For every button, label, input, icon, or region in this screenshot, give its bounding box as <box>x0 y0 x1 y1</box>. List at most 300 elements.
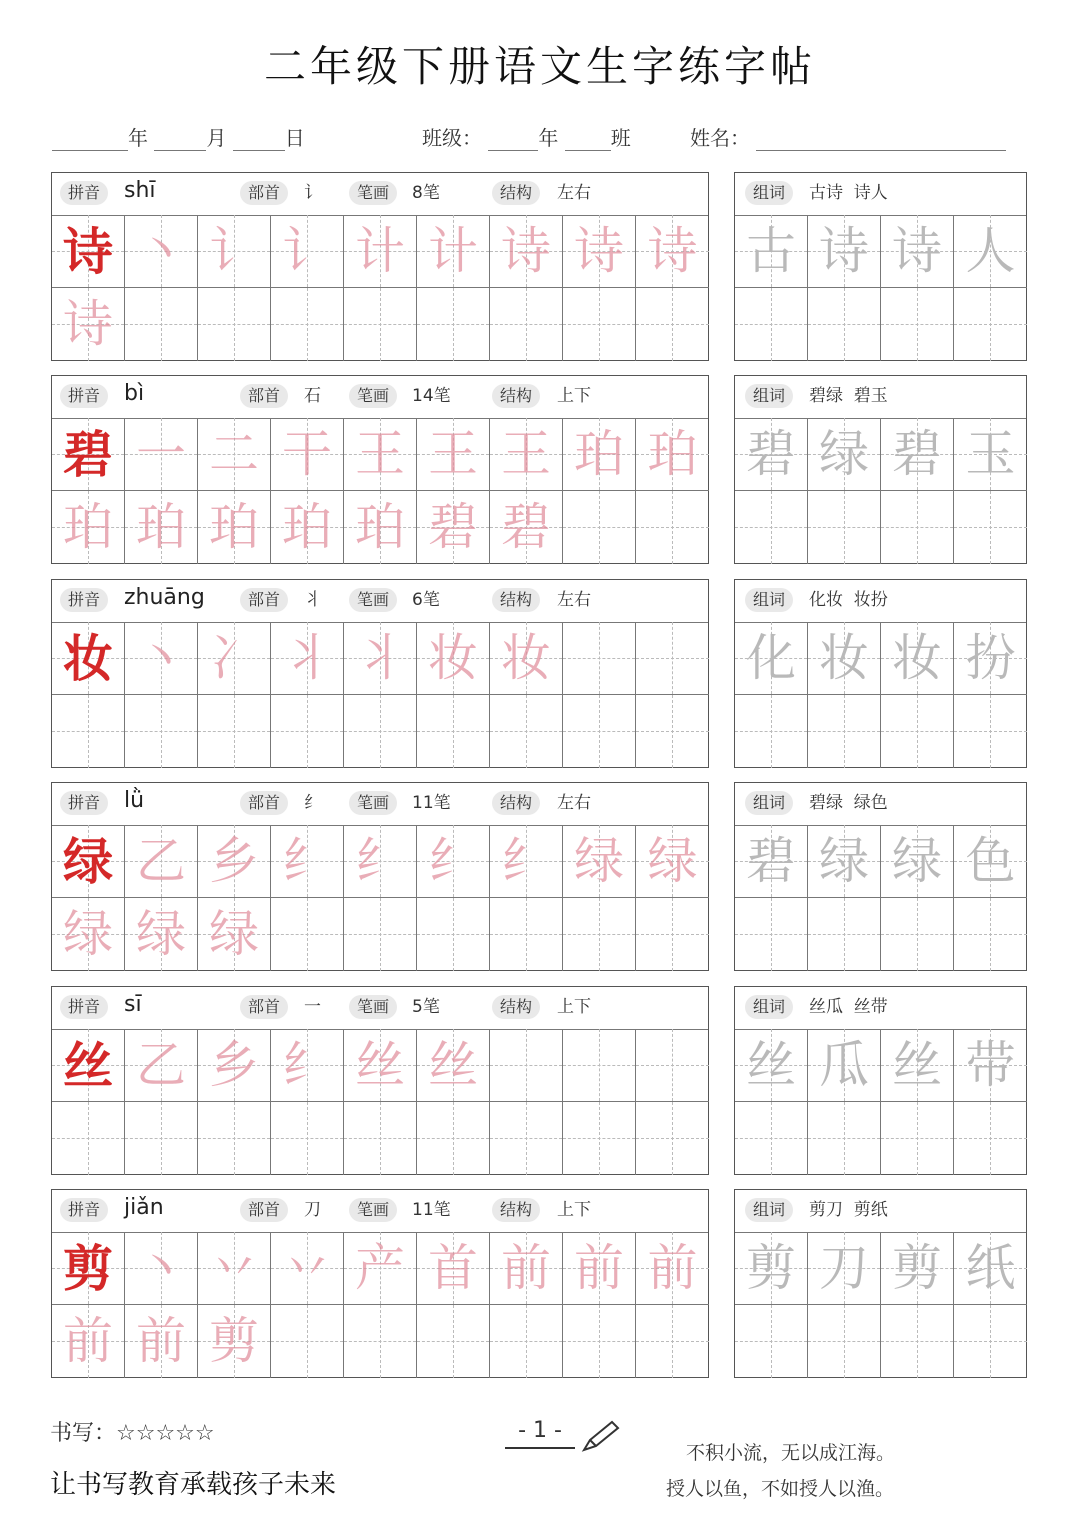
stroke-trace-character: 珀 <box>574 425 624 483</box>
guide-line <box>917 1102 918 1175</box>
practice-cell[interactable] <box>563 898 636 971</box>
structure-tag: 结构 <box>492 588 540 612</box>
practice-cell[interactable] <box>636 1305 709 1378</box>
radical-value: 刀 <box>304 1200 321 1220</box>
slogan: 让书写教育承载孩子未来 <box>50 1470 337 1500</box>
model-character: 剪 <box>63 1239 113 1298</box>
guide-line <box>990 1305 991 1378</box>
practice-cell[interactable] <box>417 622 490 695</box>
practice-cell[interactable] <box>808 491 881 564</box>
practice-cell[interactable] <box>417 695 490 768</box>
guide-line <box>771 695 772 768</box>
practice-cell[interactable] <box>563 1029 636 1102</box>
practice-cell[interactable] <box>881 1305 954 1378</box>
practice-cell[interactable] <box>954 288 1027 361</box>
practice-cell[interactable] <box>52 491 125 564</box>
word-trace-character: 带 <box>965 1036 1016 1094</box>
practice-cell[interactable] <box>881 491 954 564</box>
practice-cell[interactable] <box>271 1102 344 1175</box>
guide-line <box>672 1029 673 1101</box>
radical-value: 丬 <box>304 590 321 610</box>
guide-line <box>234 695 235 768</box>
practice-cell[interactable] <box>954 1305 1027 1378</box>
practice-cell[interactable] <box>881 825 954 898</box>
practice-cell[interactable] <box>52 1102 125 1175</box>
practice-cell[interactable] <box>636 622 709 695</box>
practice-cell[interactable] <box>52 825 125 898</box>
practice-cell[interactable] <box>344 1232 417 1305</box>
pinyin-tag: 拼音 <box>60 384 108 408</box>
practice-cell[interactable] <box>198 825 271 898</box>
practice-cell[interactable] <box>198 1232 271 1305</box>
practice-cell[interactable] <box>490 898 563 971</box>
stroke-trace-character: 珀 <box>63 498 113 556</box>
stroke-trace-character: 前 <box>647 1239 698 1297</box>
pinyin-tag: 拼音 <box>60 588 108 612</box>
practice-cell[interactable] <box>808 288 881 361</box>
practice-cell[interactable] <box>808 898 881 971</box>
word-panel <box>734 782 1027 971</box>
word-trace-character: 妆 <box>819 629 869 687</box>
practice-cell[interactable] <box>52 288 125 361</box>
radical-tag: 部首 <box>240 995 288 1019</box>
word-panel <box>734 986 1027 1175</box>
guide-line <box>771 898 772 971</box>
guide-line <box>672 622 673 694</box>
guide-line <box>771 1305 772 1378</box>
class-number-blank[interactable] <box>565 130 611 151</box>
practice-cell[interactable] <box>954 1232 1027 1305</box>
stroke-trace-character: 诗 <box>647 222 698 280</box>
day-blank[interactable] <box>233 130 285 151</box>
class-ban-label: 班 <box>610 126 631 150</box>
guide-line <box>307 898 308 971</box>
practice-cell[interactable] <box>198 418 271 491</box>
practice-cell[interactable] <box>881 1029 954 1102</box>
guide-line <box>990 898 991 971</box>
quote-1: 不积小流，无以成江海。 <box>686 1442 896 1464</box>
practice-cell[interactable] <box>125 825 198 898</box>
stroke-trace-character: 纟 <box>501 832 551 890</box>
model-character: 诗 <box>63 222 113 281</box>
practice-cell[interactable] <box>490 695 563 768</box>
word-trace-character: 诗 <box>819 222 869 280</box>
stroke-trace-character: 剪 <box>209 1312 259 1370</box>
practice-cell[interactable] <box>417 825 490 898</box>
practice-cell[interactable] <box>490 1232 563 1305</box>
practice-cell[interactable] <box>271 695 344 768</box>
practice-cell[interactable] <box>417 1232 490 1305</box>
stroke-trace-character: 前 <box>136 1312 186 1370</box>
guide-line <box>844 288 845 361</box>
practice-cell[interactable] <box>271 898 344 971</box>
guide-line <box>771 288 772 361</box>
word-trace-character: 碧 <box>892 425 942 483</box>
structure-value: 左右 <box>557 183 591 203</box>
practice-cell[interactable] <box>881 1232 954 1305</box>
practice-cell[interactable] <box>808 215 881 288</box>
stroke-trace-character: 首 <box>428 1239 478 1297</box>
guide-line <box>380 288 381 361</box>
practice-cell[interactable] <box>417 418 490 491</box>
pinyin-value: zhuāng <box>124 585 205 610</box>
practice-cell[interactable] <box>417 215 490 288</box>
radical-tag: 部首 <box>240 181 288 205</box>
practice-cell[interactable] <box>198 215 271 288</box>
word-header <box>735 987 1026 1030</box>
guide-line <box>380 898 381 971</box>
word-trace-character: 妆 <box>892 629 942 687</box>
practice-cell[interactable] <box>125 491 198 564</box>
class-label: 班级： <box>422 126 482 150</box>
guide-line <box>672 695 673 768</box>
practice-cell[interactable] <box>954 622 1027 695</box>
practice-cell[interactable] <box>954 825 1027 898</box>
practice-cell[interactable] <box>417 1029 490 1102</box>
practice-cell[interactable] <box>563 491 636 564</box>
word-tag: 组词 <box>745 791 793 815</box>
practice-cell[interactable] <box>271 1305 344 1378</box>
practice-cell[interactable] <box>954 1102 1027 1175</box>
practice-cell[interactable] <box>198 491 271 564</box>
radical-value: 石 <box>304 386 321 406</box>
stroke-trace-character: 绿 <box>136 905 186 963</box>
practice-cell[interactable] <box>808 1029 881 1102</box>
practice-cell[interactable] <box>271 418 344 491</box>
practice-cell[interactable] <box>490 1305 563 1378</box>
practice-cell[interactable] <box>881 695 954 768</box>
practice-cell[interactable] <box>344 622 417 695</box>
practice-cell[interactable] <box>808 1232 881 1305</box>
practice-cell[interactable] <box>490 215 563 288</box>
stroke-trace-character: 计 <box>355 222 405 280</box>
page-number: - 1 - <box>505 1418 575 1449</box>
word-header <box>735 580 1026 623</box>
practice-cell[interactable] <box>52 215 125 288</box>
practice-cell[interactable] <box>125 1305 198 1378</box>
guide-line <box>526 1102 527 1175</box>
character-panel <box>51 579 709 768</box>
practice-cell[interactable] <box>636 491 709 564</box>
practice-cell[interactable] <box>881 215 954 288</box>
stroke-count-tag: 笔画 <box>349 995 397 1019</box>
stroke-count-value: 8笔 <box>412 183 440 203</box>
practice-cell[interactable] <box>417 1305 490 1378</box>
practice-cell[interactable] <box>271 491 344 564</box>
pen-icon <box>580 1418 622 1454</box>
practice-cell[interactable] <box>735 898 808 971</box>
year-blank[interactable] <box>52 130 128 151</box>
guide-line <box>771 491 772 564</box>
stroke-trace-character: 珀 <box>355 498 405 556</box>
word-header <box>735 1190 1026 1233</box>
practice-cell[interactable] <box>344 825 417 898</box>
pinyin-value: shī <box>124 178 156 203</box>
practice-cell[interactable] <box>417 1102 490 1175</box>
guide-line <box>844 898 845 971</box>
practice-cell[interactable] <box>344 215 417 288</box>
structure-value: 上下 <box>557 997 591 1017</box>
stroke-count-value: 6笔 <box>412 590 440 610</box>
practice-cell[interactable] <box>954 898 1027 971</box>
practice-cell[interactable] <box>636 1232 709 1305</box>
practice-cell[interactable] <box>52 1305 125 1378</box>
practice-cell[interactable] <box>52 1029 125 1102</box>
practice-cell[interactable] <box>344 1305 417 1378</box>
practice-cell[interactable] <box>735 1305 808 1378</box>
guide-line <box>599 695 600 768</box>
practice-cell[interactable] <box>344 1029 417 1102</box>
practice-cell[interactable] <box>344 898 417 971</box>
guide-line <box>672 1305 673 1378</box>
practice-cell[interactable] <box>125 1232 198 1305</box>
practice-cell[interactable] <box>735 1029 808 1102</box>
guide-line <box>672 898 673 971</box>
guide-line <box>917 898 918 971</box>
stroke-trace-character: 碧 <box>501 498 551 556</box>
stroke-count-tag: 笔画 <box>349 588 397 612</box>
practice-cell[interactable] <box>954 491 1027 564</box>
guide-line <box>599 1102 600 1175</box>
practice-cell[interactable] <box>735 825 808 898</box>
practice-cell[interactable] <box>636 418 709 491</box>
guide-line <box>990 1102 991 1175</box>
practice-cell[interactable] <box>808 695 881 768</box>
practice-cell[interactable] <box>881 622 954 695</box>
model-character: 碧 <box>63 425 113 484</box>
practice-cell[interactable] <box>198 1029 271 1102</box>
practice-cell[interactable] <box>52 898 125 971</box>
practice-cell[interactable] <box>735 418 808 491</box>
word-trace-character: 绿 <box>819 425 869 483</box>
stroke-trace-character: 绿 <box>63 905 113 963</box>
practice-cell[interactable] <box>636 825 709 898</box>
stroke-trace-character: 碧 <box>428 498 478 556</box>
practice-cell[interactable] <box>563 825 636 898</box>
practice-cell[interactable] <box>735 491 808 564</box>
practice-cell[interactable] <box>735 622 808 695</box>
practice-cell[interactable] <box>881 898 954 971</box>
practice-cell[interactable] <box>198 1102 271 1175</box>
stroke-trace-character: 纟 <box>355 832 405 890</box>
class-year-blank[interactable] <box>488 130 538 151</box>
practice-cell[interactable] <box>271 1029 344 1102</box>
guide-line <box>380 695 381 768</box>
stroke-trace-character: 丬 <box>282 629 332 687</box>
character-panel <box>51 782 709 971</box>
practice-cell[interactable] <box>125 288 198 361</box>
stroke-trace-character: 丶 <box>136 1239 186 1297</box>
word-trace-character: 剪 <box>892 1239 942 1297</box>
practice-cell[interactable] <box>271 288 344 361</box>
practice-cell[interactable] <box>125 1029 198 1102</box>
guide-line <box>307 1305 308 1378</box>
practice-cell[interactable] <box>636 288 709 361</box>
practice-cell[interactable] <box>490 491 563 564</box>
character-panel <box>51 986 709 1175</box>
practice-cell[interactable] <box>636 898 709 971</box>
practice-cell[interactable] <box>881 418 954 491</box>
guide-line <box>844 1102 845 1175</box>
stroke-trace-character: 前 <box>501 1239 551 1297</box>
practice-cell[interactable] <box>271 215 344 288</box>
pinyin-tag: 拼音 <box>60 791 108 815</box>
practice-cell[interactable] <box>198 898 271 971</box>
practice-cell[interactable] <box>52 695 125 768</box>
guide-line <box>990 288 991 361</box>
practice-cell[interactable] <box>344 1102 417 1175</box>
stroke-trace-character: 乡 <box>209 832 259 890</box>
practice-cell[interactable] <box>563 1102 636 1175</box>
practice-cell[interactable] <box>271 825 344 898</box>
character-info-header <box>52 987 708 1030</box>
practice-cell[interactable] <box>490 825 563 898</box>
stroke-count-value: 11笔 <box>412 1200 451 1220</box>
stroke-trace-character: 王 <box>355 425 405 483</box>
practice-cell[interactable] <box>490 1102 563 1175</box>
word-list: 碧绿 碧玉 <box>809 386 888 406</box>
stroke-trace-character: 王 <box>501 425 551 483</box>
stroke-count-tag: 笔画 <box>349 384 397 408</box>
guide-line <box>844 695 845 768</box>
stroke-trace-character: 乙 <box>136 832 186 890</box>
practice-cell[interactable] <box>563 695 636 768</box>
guide-line <box>453 695 454 768</box>
stroke-trace-character: 讠 <box>282 222 332 280</box>
practice-cell[interactable] <box>417 491 490 564</box>
radical-value: 讠 <box>304 183 321 203</box>
practice-cell[interactable] <box>563 288 636 361</box>
practice-cell[interactable] <box>563 215 636 288</box>
month-blank[interactable] <box>154 130 206 151</box>
radical-value: 一 <box>304 997 321 1017</box>
name-blank[interactable] <box>756 130 1006 151</box>
stroke-trace-character: 绿 <box>209 905 259 963</box>
stroke-trace-character: 冫 <box>209 629 259 687</box>
stroke-trace-character: 珀 <box>282 498 332 556</box>
practice-cell[interactable] <box>417 288 490 361</box>
practice-cell[interactable] <box>563 1232 636 1305</box>
word-trace-character: 人 <box>965 222 1016 280</box>
practice-cell[interactable] <box>125 695 198 768</box>
practice-cell[interactable] <box>954 418 1027 491</box>
word-tag: 组词 <box>745 181 793 205</box>
stroke-trace-character: 绿 <box>574 832 624 890</box>
practice-cell[interactable] <box>563 418 636 491</box>
word-panel <box>734 1189 1027 1378</box>
practice-cell[interactable] <box>881 288 954 361</box>
word-panel <box>734 579 1027 768</box>
practice-cell[interactable] <box>198 695 271 768</box>
stroke-trace-character: 讠 <box>209 222 259 280</box>
word-trace-character: 纸 <box>965 1239 1016 1297</box>
guide-line <box>307 1102 308 1175</box>
practice-cell[interactable] <box>125 418 198 491</box>
practice-cell[interactable] <box>52 418 125 491</box>
stroke-trace-character: 前 <box>63 1312 113 1370</box>
practice-cell[interactable] <box>563 1305 636 1378</box>
practice-cell[interactable] <box>125 898 198 971</box>
practice-cell[interactable] <box>954 695 1027 768</box>
practice-cell[interactable] <box>735 215 808 288</box>
practice-cell[interactable] <box>490 622 563 695</box>
guide-line <box>917 491 918 564</box>
day-label: 日 <box>284 126 305 150</box>
practice-cell[interactable] <box>563 622 636 695</box>
practice-cell[interactable] <box>636 1029 709 1102</box>
practice-cell[interactable] <box>735 288 808 361</box>
guide-line <box>917 1305 918 1378</box>
character-panel <box>51 1189 709 1378</box>
practice-cell[interactable] <box>271 1232 344 1305</box>
practice-cell[interactable] <box>881 1102 954 1175</box>
stroke-trace-character: 丷 <box>282 1239 332 1297</box>
stroke-trace-character: 丶 <box>136 629 186 687</box>
radical-tag: 部首 <box>240 588 288 612</box>
class-line <box>422 122 631 151</box>
practice-cell[interactable] <box>636 695 709 768</box>
practice-cell[interactable] <box>808 825 881 898</box>
practice-cell[interactable] <box>735 1102 808 1175</box>
guide-line <box>990 491 991 564</box>
practice-cell[interactable] <box>636 1102 709 1175</box>
practice-cell[interactable] <box>344 288 417 361</box>
structure-value: 上下 <box>557 1200 591 1220</box>
practice-cell[interactable] <box>198 1305 271 1378</box>
stroke-trace-character: 纟 <box>428 832 478 890</box>
practice-cell[interactable] <box>125 215 198 288</box>
practice-cell[interactable] <box>198 288 271 361</box>
character-info-header <box>52 580 708 623</box>
practice-cell[interactable] <box>954 1029 1027 1102</box>
practice-cell[interactable] <box>954 215 1027 288</box>
guide-line <box>599 491 600 564</box>
guide-line <box>917 288 918 361</box>
practice-cell[interactable] <box>344 418 417 491</box>
practice-cell[interactable] <box>271 622 344 695</box>
stroke-trace-character: 二 <box>209 425 259 483</box>
practice-cell[interactable] <box>52 622 125 695</box>
practice-cell[interactable] <box>344 695 417 768</box>
practice-cell[interactable] <box>636 215 709 288</box>
practice-cell[interactable] <box>52 1232 125 1305</box>
stroke-count-tag: 笔画 <box>349 181 397 205</box>
practice-cell[interactable] <box>808 1305 881 1378</box>
guide-line <box>453 898 454 971</box>
practice-cell[interactable] <box>417 898 490 971</box>
practice-cell[interactable] <box>490 1029 563 1102</box>
practice-cell[interactable] <box>808 418 881 491</box>
practice-cell[interactable] <box>125 1102 198 1175</box>
practice-cell[interactable] <box>198 622 271 695</box>
word-trace-character: 玉 <box>965 425 1016 483</box>
practice-cell[interactable] <box>735 695 808 768</box>
guide-line <box>161 1102 162 1175</box>
practice-cell[interactable] <box>735 1232 808 1305</box>
practice-cell[interactable] <box>808 1102 881 1175</box>
practice-cell[interactable] <box>490 418 563 491</box>
word-trace-character: 碧 <box>746 425 796 483</box>
practice-cell[interactable] <box>808 622 881 695</box>
practice-cell[interactable] <box>490 288 563 361</box>
practice-cell[interactable] <box>125 622 198 695</box>
word-list: 古诗 诗人 <box>809 183 888 203</box>
word-trace-character: 瓜 <box>819 1036 869 1094</box>
class-year-label: 年 <box>538 126 559 150</box>
practice-cell[interactable] <box>344 491 417 564</box>
guide-line <box>917 695 918 768</box>
word-list: 碧绿 绿色 <box>809 793 888 813</box>
